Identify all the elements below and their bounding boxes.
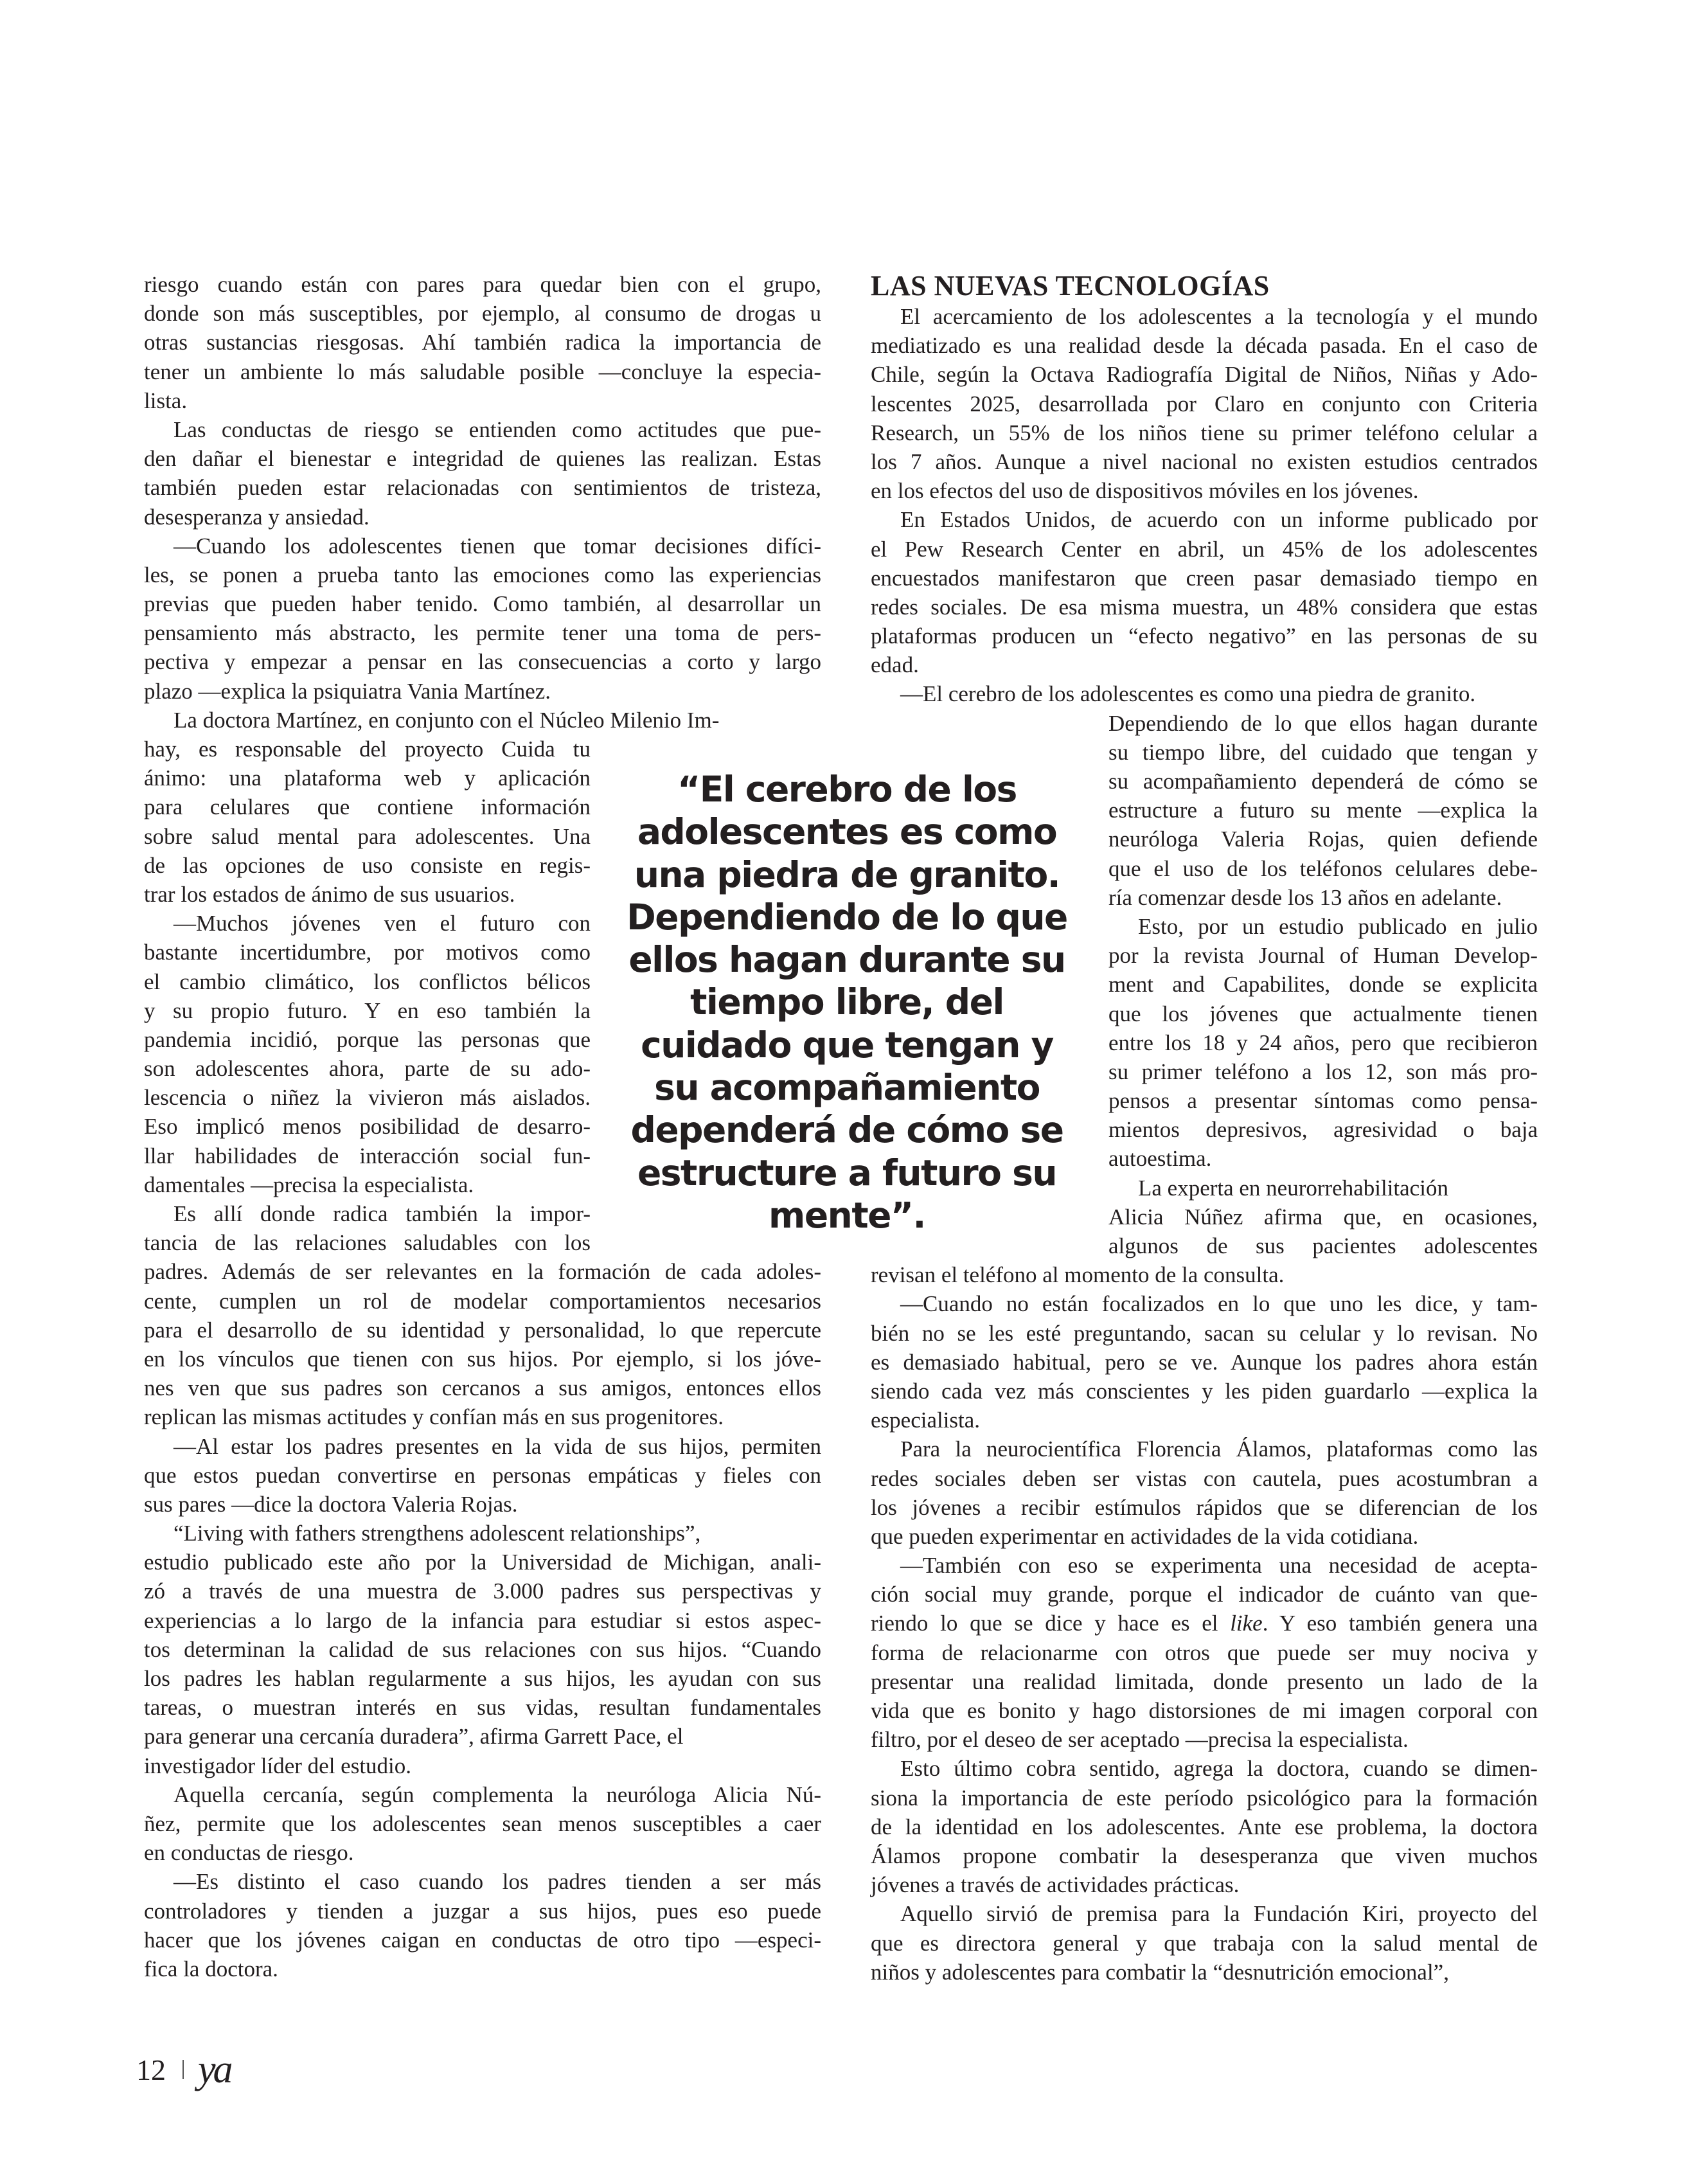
text-line: redes sociales deben ser vistas con cautela, pues acostumbran a — [871, 1465, 1538, 1491]
text-line: lescentes 2025, desarrollada por Claro en conjunto con Criteria — [871, 391, 1538, 416]
text-line: controladores y tienden a juzgar a sus hijos, pues eso puede — [144, 1898, 821, 1924]
text-line: plataformas producen un “efecto negativo” en las personas de su — [871, 623, 1538, 649]
text-line: sobre salud mental para adolescentes. Una — [144, 823, 591, 849]
text-line: vida que es bonito y hago distorsiones de mi imagen corporal con — [871, 1698, 1538, 1723]
text-line: que pueden experimentar en actividades de la vida cotidiana. — [871, 1523, 1419, 1549]
pull-quote-line: Dependiendo de lo que — [627, 896, 1067, 938]
text-line: ría comenzar desde los 13 años en adelante. — [1108, 884, 1502, 910]
text-line: revisan el teléfono al momento de la consulta. — [871, 1262, 1285, 1288]
text-line: el cambio climático, los conflictos bélicos — [144, 969, 591, 994]
text-line: pectiva y empezar a pensar en las consecuencias a corto y largo — [144, 649, 821, 675]
text-line: son adolescentes ahora, parte de su ado- — [144, 1056, 591, 1082]
text-line: forma de relacionarme con otros que puede ser muy nociva y — [871, 1640, 1538, 1665]
page-number: 12 — [136, 2053, 166, 2086]
text-line: experiencias a lo largo de la infancia para estudiar si estos aspec- — [144, 1607, 821, 1633]
text-line: su tiempo libre, del cuidado que tengan y — [1108, 739, 1538, 765]
text-line: Chile, según la Octava Radiografía Digital de Niños, Niñas y Ado- — [871, 362, 1538, 388]
text-line: los 7 años. Aunque a nivel nacional no existen estudios centrados — [871, 449, 1538, 474]
text-line: lescencia o niñez la vivieron más aislados. — [144, 1085, 591, 1111]
text-line: —Cuando no están focalizados en lo que uno les dice, y tam- — [900, 1291, 1538, 1317]
text-line: padres. Además de ser relevantes en la formación de cada adoles- — [144, 1259, 821, 1285]
text-line: para celulares que contiene información — [144, 794, 591, 820]
text-line: previas que pueden haber tenido. Como también, al desarrollar un — [144, 591, 821, 617]
text-line: tos determinan la calidad de sus relaciones con sus hijos. “Cuando — [144, 1636, 821, 1662]
text-line: nes ven que sus padres son cercanos a sus amigos, entonces ellos — [144, 1375, 821, 1401]
text-line: ment and Capabilites, donde se explicita — [1108, 972, 1538, 997]
text-line: zó a través de una muestra de 3.000 padres sus perspectivas y — [144, 1578, 821, 1604]
text-line: plazo —explica la psiquiatra Vania Martínez. — [144, 678, 551, 704]
pull-quote-line: mente”. — [769, 1194, 925, 1236]
text-line: bién no se les esté preguntando, sacan su celular y lo revisan. No — [871, 1320, 1538, 1346]
text-line: riesgo cuando están con pares para quedar bien con el grupo, — [144, 272, 821, 297]
text-line: —Es distinto el caso cuando los padres tienden a ser más — [173, 1869, 821, 1895]
text-line: para generar una cercanía duradera”, afirma Garrett Pace, el — [144, 1724, 684, 1749]
text-line: Álamos propone combatir la desesperanza que viven muchos — [871, 1843, 1538, 1868]
text-line: —El cerebro de los adolescentes es como una piedra de granito. — [900, 681, 1476, 707]
text-line: pensamiento más abstracto, les permite tener una toma de pers- — [144, 620, 821, 646]
text-line: La doctora Martínez, en conjunto con el Núcleo Milenio Im- — [173, 707, 720, 733]
text-line: niños y adolescentes para combatir la “desnutrición emocional”, — [871, 1959, 1449, 1985]
text-line: el Pew Research Center en abril, un 45% de los adolescentes — [871, 536, 1538, 562]
text-line: que estos puedan convertirse en personas empáticas y fieles con — [144, 1462, 821, 1488]
pull-quote-line: estructure a futuro su — [637, 1152, 1056, 1194]
text-line: mientos depresivos, agresividad o baja — [1108, 1117, 1538, 1143]
pull-quote-line: su acompañamiento — [654, 1067, 1040, 1109]
text-line: bastante incertidumbre, por motivos como — [144, 940, 591, 965]
text-line: Dependiendo de lo que ellos hagan durante — [1108, 710, 1538, 736]
text-line: Esto, por un estudio publicado en julio — [1138, 913, 1538, 939]
text-line: cente, cumplen un rol de modelar comportamientos necesarios — [144, 1288, 821, 1314]
text-line: otras sustancias riesgosas. Ahí también radica la importancia de — [144, 330, 821, 355]
text-line: “Living with fathers strengthens adolescent relationships”, — [173, 1521, 701, 1546]
text-line: Eso implicó menos posibilidad de desarro- — [144, 1114, 591, 1140]
text-line: Alicia Núñez afirma que, en ocasiones, — [1108, 1204, 1538, 1230]
text-line: —Cuando los adolescentes tienen que tomar decisiones difíci- — [173, 533, 821, 559]
text-line: para el desarrollo de su identidad y personalidad, lo que repercute — [144, 1317, 821, 1343]
text-line: Es allí donde radica también la impor- — [173, 1201, 591, 1226]
text-line: jóvenes a través de actividades prácticas. — [871, 1872, 1240, 1898]
text-line: los jóvenes a recibir estímulos rápidos que se diferencian de los — [871, 1494, 1538, 1520]
text-line: —También con eso se experimenta una necesidad de acepta- — [900, 1553, 1538, 1578]
text-line: encuestados manifestaron que creen pasar demasiado tiempo en — [871, 565, 1538, 591]
text-line: trar los estados de ánimo de sus usuarios. — [144, 881, 515, 907]
text-line: ción social muy grande, porque el indicador de cuánto van que- — [871, 1582, 1538, 1607]
text-line: tareas, o muestran interés en sus vidas, resultan fundamentales — [144, 1695, 821, 1721]
text-line: redes sociales. De esa misma muestra, un 48% considera que estas — [871, 594, 1538, 620]
magazine-logo: ya — [198, 2048, 231, 2091]
pull-quote — [616, 768, 1078, 1237]
text-line — [871, 1609, 1538, 1638]
pull-quote-line: “El cerebro de los — [677, 769, 1017, 810]
text-line: lista. — [144, 388, 188, 413]
text-line: replican las mismas actitudes y confían más en sus progenitores. — [144, 1404, 724, 1430]
text-line: —Muchos jóvenes ven el futuro con — [173, 911, 591, 936]
text-line: fica la doctora. — [144, 1956, 278, 1981]
text-line: hacer que los jóvenes caigan en conductas de otro tipo —especi- — [144, 1927, 821, 1953]
text-fragment: . Y eso también genera una — [1262, 1611, 1538, 1636]
pull-quote-line: cuidado que tengan y — [641, 1024, 1053, 1066]
text-line: es demasiado habitual, pero se ve. Aunque los padres ahora están — [871, 1349, 1538, 1375]
text-line: autoestima. — [1108, 1146, 1212, 1172]
text-line: su acompañamiento dependerá de cómo se — [1108, 769, 1538, 794]
text-line: en los efectos del uso de dispositivos móviles en los jóvenes. — [871, 478, 1419, 504]
text-line: Para la neurocientífica Florencia Álamos, plataformas como las — [900, 1436, 1538, 1462]
text-fragment: riendo lo que se dice y hace es el — [871, 1611, 1231, 1636]
text-line: damentales —precisa la especialista. — [144, 1172, 474, 1197]
text-line: y su propio futuro. Y en eso también la — [144, 997, 591, 1023]
text-line: los padres les hablan regularmente a sus hijos, les ayudan con sus — [144, 1666, 821, 1691]
text-line: en conductas de riesgo. — [144, 1840, 354, 1866]
text-line: edad. — [871, 652, 919, 678]
text-line: también pueden estar relacionadas con sentimientos de tristeza, — [144, 475, 821, 501]
text-line: siona la importancia de este período psicológico para la formación — [871, 1785, 1538, 1811]
section-heading: LAS NUEVAS TECNOLOGÍAS — [871, 270, 1270, 301]
text-line: Esto último cobra sentido, agrega la doctora, cuando se dimen- — [900, 1756, 1538, 1782]
text-line: tener un ambiente lo más saludable posible —concluye la especia- — [144, 359, 821, 384]
text-line: siendo cada vez más conscientes y les piden guardarlo —explica la — [871, 1378, 1538, 1404]
text-line: mediatizado es una realidad desde la década pasada. En el caso de — [871, 333, 1538, 359]
text-line: donde son más susceptibles, por ejemplo, al consumo de drogas u — [144, 301, 821, 326]
text-line: Aquello sirvió de premisa para la Fundación Kiri, proyecto del — [900, 1901, 1538, 1927]
text-line: El acercamiento de los adolescentes a la tecnología y el mundo — [900, 304, 1538, 329]
text-line: entre los 18 y 24 años, pero que recibieron — [1108, 1030, 1538, 1055]
pull-quote-line: ellos hagan durante su — [628, 939, 1065, 981]
text-line: —Al estar los padres presentes en la vida de sus hijos, permiten — [173, 1433, 821, 1459]
pull-quote-line: dependerá de cómo se — [630, 1109, 1063, 1151]
text-line: hay, es responsable del proyecto Cuida tu — [144, 737, 591, 762]
text-line: algunos de sus pacientes adolescentes — [1108, 1233, 1538, 1258]
text-line: investigador líder del estudio. — [144, 1753, 412, 1778]
pull-quote-line: tiempo libre, del — [690, 981, 1004, 1023]
pull-quote-line: una piedra de granito. — [634, 854, 1060, 895]
text-line: estudio publicado este año por la Universidad de Michigan, anali- — [144, 1550, 821, 1575]
text-line: especialista. — [871, 1408, 981, 1433]
text-line: neuróloga Valeria Rojas, quien defiende — [1108, 827, 1538, 852]
text-line: por la revista Journal of Human Develop- — [1108, 943, 1538, 969]
text-line: Aquella cercanía, según complementa la neuróloga Alicia Nú- — [173, 1782, 821, 1807]
text-line: En Estados Unidos, de acuerdo con un informe publicado por — [900, 507, 1538, 533]
text-line: pensos a presentar síntomas como pensa- — [1108, 1088, 1538, 1114]
text-line: su primer teléfono a los 12, son más pro- — [1108, 1059, 1538, 1084]
pull-quote-line: adolescentes es como — [637, 811, 1057, 853]
footer-divider — [182, 2060, 184, 2079]
text-line: filtro, por el deseo de ser aceptado —precisa la especialista. — [871, 1727, 1409, 1753]
text-line: sus pares —dice la doctora Valeria Rojas. — [144, 1491, 518, 1517]
text-line: pandemia incidió, porque las personas que — [144, 1026, 591, 1052]
text-line: estructure a futuro su mente —explica la — [1108, 798, 1538, 823]
text-line: que el uso de los teléfonos celulares debe- — [1108, 855, 1538, 881]
text-line: ñez, permite que los adolescentes sean menos susceptibles a caer — [144, 1811, 821, 1836]
text-line: Las conductas de riesgo se entienden como actitudes que pue- — [173, 416, 821, 442]
text-line: que los jóvenes que actualmente tienen — [1108, 1001, 1538, 1026]
text-line: llar habilidades de interacción social fun- — [144, 1143, 591, 1168]
text-line: La experta en neurorrehabilitación — [1138, 1175, 1448, 1201]
italic-word: like — [1230, 1611, 1263, 1636]
text-line: ánimo: una plataforma web y aplicación — [144, 765, 591, 791]
text-line: den dañar el bienestar e integridad de quienes las realizan. Estas — [144, 446, 821, 472]
text-line: desesperanza y ansiedad. — [144, 504, 369, 530]
text-line: Research, un 55% de los niños tiene su primer teléfono celular a — [871, 420, 1538, 445]
text-line: de las opciones de uso consiste en regis- — [144, 852, 591, 878]
text-line: presentar una realidad limitada, donde presento un lado de la — [871, 1668, 1538, 1694]
text-line: en los vínculos que tienen con sus hijos. Por ejemplo, si los jóve- — [144, 1346, 821, 1372]
text-line: que es directora general y que trabaja con la salud mental de — [871, 1930, 1538, 1956]
text-line: les, se ponen a prueba tanto las emociones como las experiencias — [144, 562, 821, 587]
text-line: de la identidad en los adolescentes. Ante ese problema, la doctora — [871, 1814, 1538, 1839]
text-line: tancia de las relaciones saludables con los — [144, 1230, 591, 1256]
page-footer — [136, 2044, 231, 2095]
